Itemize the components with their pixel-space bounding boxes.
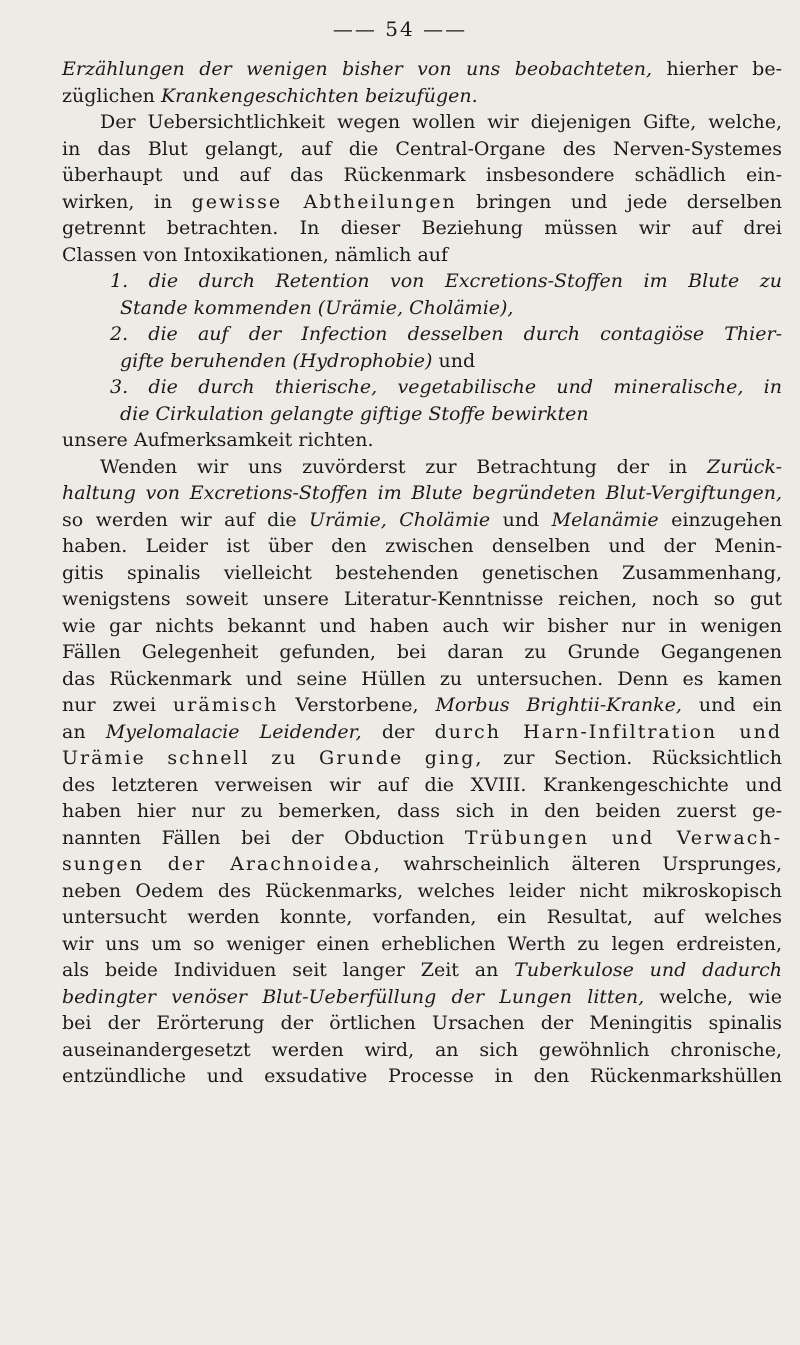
body-text — [62, 56, 782, 1090]
text-run: Urämie, Cholämie — [309, 508, 491, 531]
text-run: Verstorbene, — [278, 694, 436, 716]
text-run: des letzteren verweisen wir auf die XVIII. Krankengeschichte und — [62, 773, 782, 796]
text-line — [62, 772, 782, 799]
text-run: Krankengeschichten beizufügen. — [160, 84, 478, 107]
text-line — [62, 454, 782, 481]
page-number: 54 — [385, 17, 415, 41]
text-line — [62, 427, 782, 454]
text-run: haltung von Excretions-Stoffen im Blute begründeten Blut-Vergiftungen, — [62, 482, 782, 504]
text-line — [62, 136, 782, 163]
text-run: Erzählungen der wenigen bisher von uns beobachteten, — [62, 58, 652, 80]
text-run: haben hier nur zu bemerken, dass sich in den beiden zuerst ge- — [62, 800, 782, 822]
text-run: Tuberkulose und dadurch — [514, 959, 782, 981]
text-line — [62, 904, 782, 931]
text-run: gifte beruhenden (Hydrophobie) — [120, 349, 433, 372]
text-line — [62, 215, 782, 242]
text-line — [62, 639, 782, 666]
text-line — [62, 719, 782, 746]
text-line — [62, 480, 782, 507]
text-line — [62, 533, 782, 560]
text-run: welche, wie — [644, 985, 782, 1008]
text-line — [62, 666, 782, 693]
text-run: neben Oedem des Rückenmarks, welches leider nicht mikroskopisch — [62, 879, 782, 902]
text-line — [62, 242, 782, 269]
text-line — [62, 984, 782, 1011]
text-run: Zurück- — [707, 455, 782, 478]
text-run: bringen und jede derselben — [456, 190, 782, 213]
text-line — [62, 931, 782, 958]
text-run: wir uns um so weniger einen erheblichen Werth zu legen erdreisten, — [62, 932, 782, 955]
page-header: —— 54 —— — [332, 17, 468, 41]
text-run: wenigstens soweit unsere Literatur-Kenntnisse reichen, noch so gut — [62, 588, 782, 610]
text-run: Melanämie — [551, 508, 659, 531]
text-run: hierher be- — [652, 58, 782, 80]
text-run: Trübungen und Verwach- — [464, 826, 782, 849]
text-run: das Rückenmark und seine Hüllen zu untersuchen. Denn es kamen — [62, 667, 782, 690]
text-run: gitis spinalis vielleicht bestehenden genetischen Zusammenhang, — [62, 561, 782, 584]
text-run: haben. Leider ist über den zwischen denselben und der Menin- — [62, 535, 782, 557]
text-run: überhaupt und auf das Rückenmark insbesondere schädlich ein- — [62, 164, 782, 186]
text-run: wahrscheinlich älteren Ursprunges, — [381, 853, 782, 875]
list-item-continuation — [62, 348, 782, 375]
list-item — [62, 321, 782, 348]
text-run: unsere Aufmerksamkeit richten. — [62, 429, 374, 451]
text-run: wie gar nichts bekannt und haben auch wir bisher nur in wenigen — [62, 614, 782, 637]
text-line — [62, 745, 782, 772]
text-run: als beide Individuen seit langer Zeit an — [62, 959, 515, 981]
text-line — [62, 56, 782, 83]
text-line — [62, 851, 782, 878]
text-run: nur zwei — [62, 694, 174, 716]
text-run: durch Harn-Infiltration und — [434, 720, 782, 743]
text-line — [62, 613, 782, 640]
text-run: Myelomalacie Leidender, — [105, 720, 362, 743]
text-run: auseinandergesetzt werden wird, an sich gewöhnlich chronische, — [62, 1038, 782, 1061]
text-line — [62, 560, 782, 587]
text-run: untersucht werden konnte, vorfanden, ein Resultat, auf welches — [62, 906, 782, 928]
text-run: urämisch — [173, 694, 279, 716]
text-line — [62, 957, 782, 984]
text-run: und ein — [681, 694, 782, 716]
text-run: nannten Fällen bei der Obduction — [62, 826, 465, 849]
text-line — [62, 878, 782, 905]
text-run: Classen von Intoxikationen, nämlich auf — [62, 243, 449, 266]
text-run: bei der Erörterung der örtlichen Ursachen der Meningitis spinalis — [62, 1012, 782, 1034]
text-run: 3. die durch thierische, vegetabilische und mineralische, in — [110, 376, 782, 398]
text-run: so werden wir auf die — [62, 508, 309, 531]
text-run: Der Uebersichtlichkeit wegen wollen wir diejenigen Gifte, welche, — [100, 111, 782, 133]
text-run: an — [62, 720, 106, 743]
text-run: 2. die auf der Infection desselben durch contagiöse Thier- — [110, 323, 782, 345]
text-line — [62, 1063, 782, 1090]
text-run: und — [432, 349, 476, 372]
text-run: entzündliche und exsudative Processe in den Rückenmarkshüllen — [62, 1065, 782, 1087]
list-item — [62, 268, 782, 295]
text-run: in das Blut gelangt, auf die Central-Organe des Nerven-Systemes — [62, 137, 782, 160]
text-run: gewisse Abtheilungen — [191, 190, 457, 213]
text-run: Wenden wir uns zuvörderst zur Betrachtung der in — [100, 455, 707, 478]
text-line — [62, 189, 782, 216]
text-line — [62, 109, 782, 136]
text-line — [62, 586, 782, 613]
list-item-continuation — [62, 401, 782, 428]
text-run: züglichen — [62, 84, 161, 107]
list-item-continuation — [62, 295, 782, 322]
text-run: 1. die durch Retention von Excretions-Stoffen im Blute zu — [110, 270, 782, 292]
text-line — [62, 162, 782, 189]
text-run: getrennt betrachten. In dieser Beziehung müssen wir auf drei — [62, 217, 782, 239]
text-run: sungen der Arachnoidea, — [62, 853, 382, 875]
text-line — [62, 692, 782, 719]
text-run: die Cirkulation gelangte giftige Stoffe bewirkten — [120, 402, 589, 425]
text-line — [62, 83, 782, 110]
text-run: bedingter venöser Blut-Ueberfüllung der Lungen litten, — [62, 985, 645, 1008]
text-line — [62, 1037, 782, 1064]
text-line — [62, 1010, 782, 1037]
text-run: der — [361, 720, 435, 743]
text-run: einzugehen — [658, 508, 782, 531]
text-run: und — [490, 508, 552, 531]
text-run: wirken, in — [62, 190, 192, 213]
text-line — [62, 507, 782, 534]
text-run: Morbus Brightii-Kranke, — [435, 694, 682, 716]
text-run: Fällen Gelegenheit gefunden, bei daran zu Grunde Gegangenen — [62, 641, 782, 663]
text-line — [62, 798, 782, 825]
text-line — [62, 825, 782, 852]
text-run: Urämie schnell zu Grunde ging, — [62, 747, 484, 769]
text-run: zur Section. Rücksichtlich — [483, 747, 782, 769]
list-item — [62, 374, 782, 401]
text-run: Stande kommenden (Urämie, Cholämie), — [120, 296, 514, 319]
